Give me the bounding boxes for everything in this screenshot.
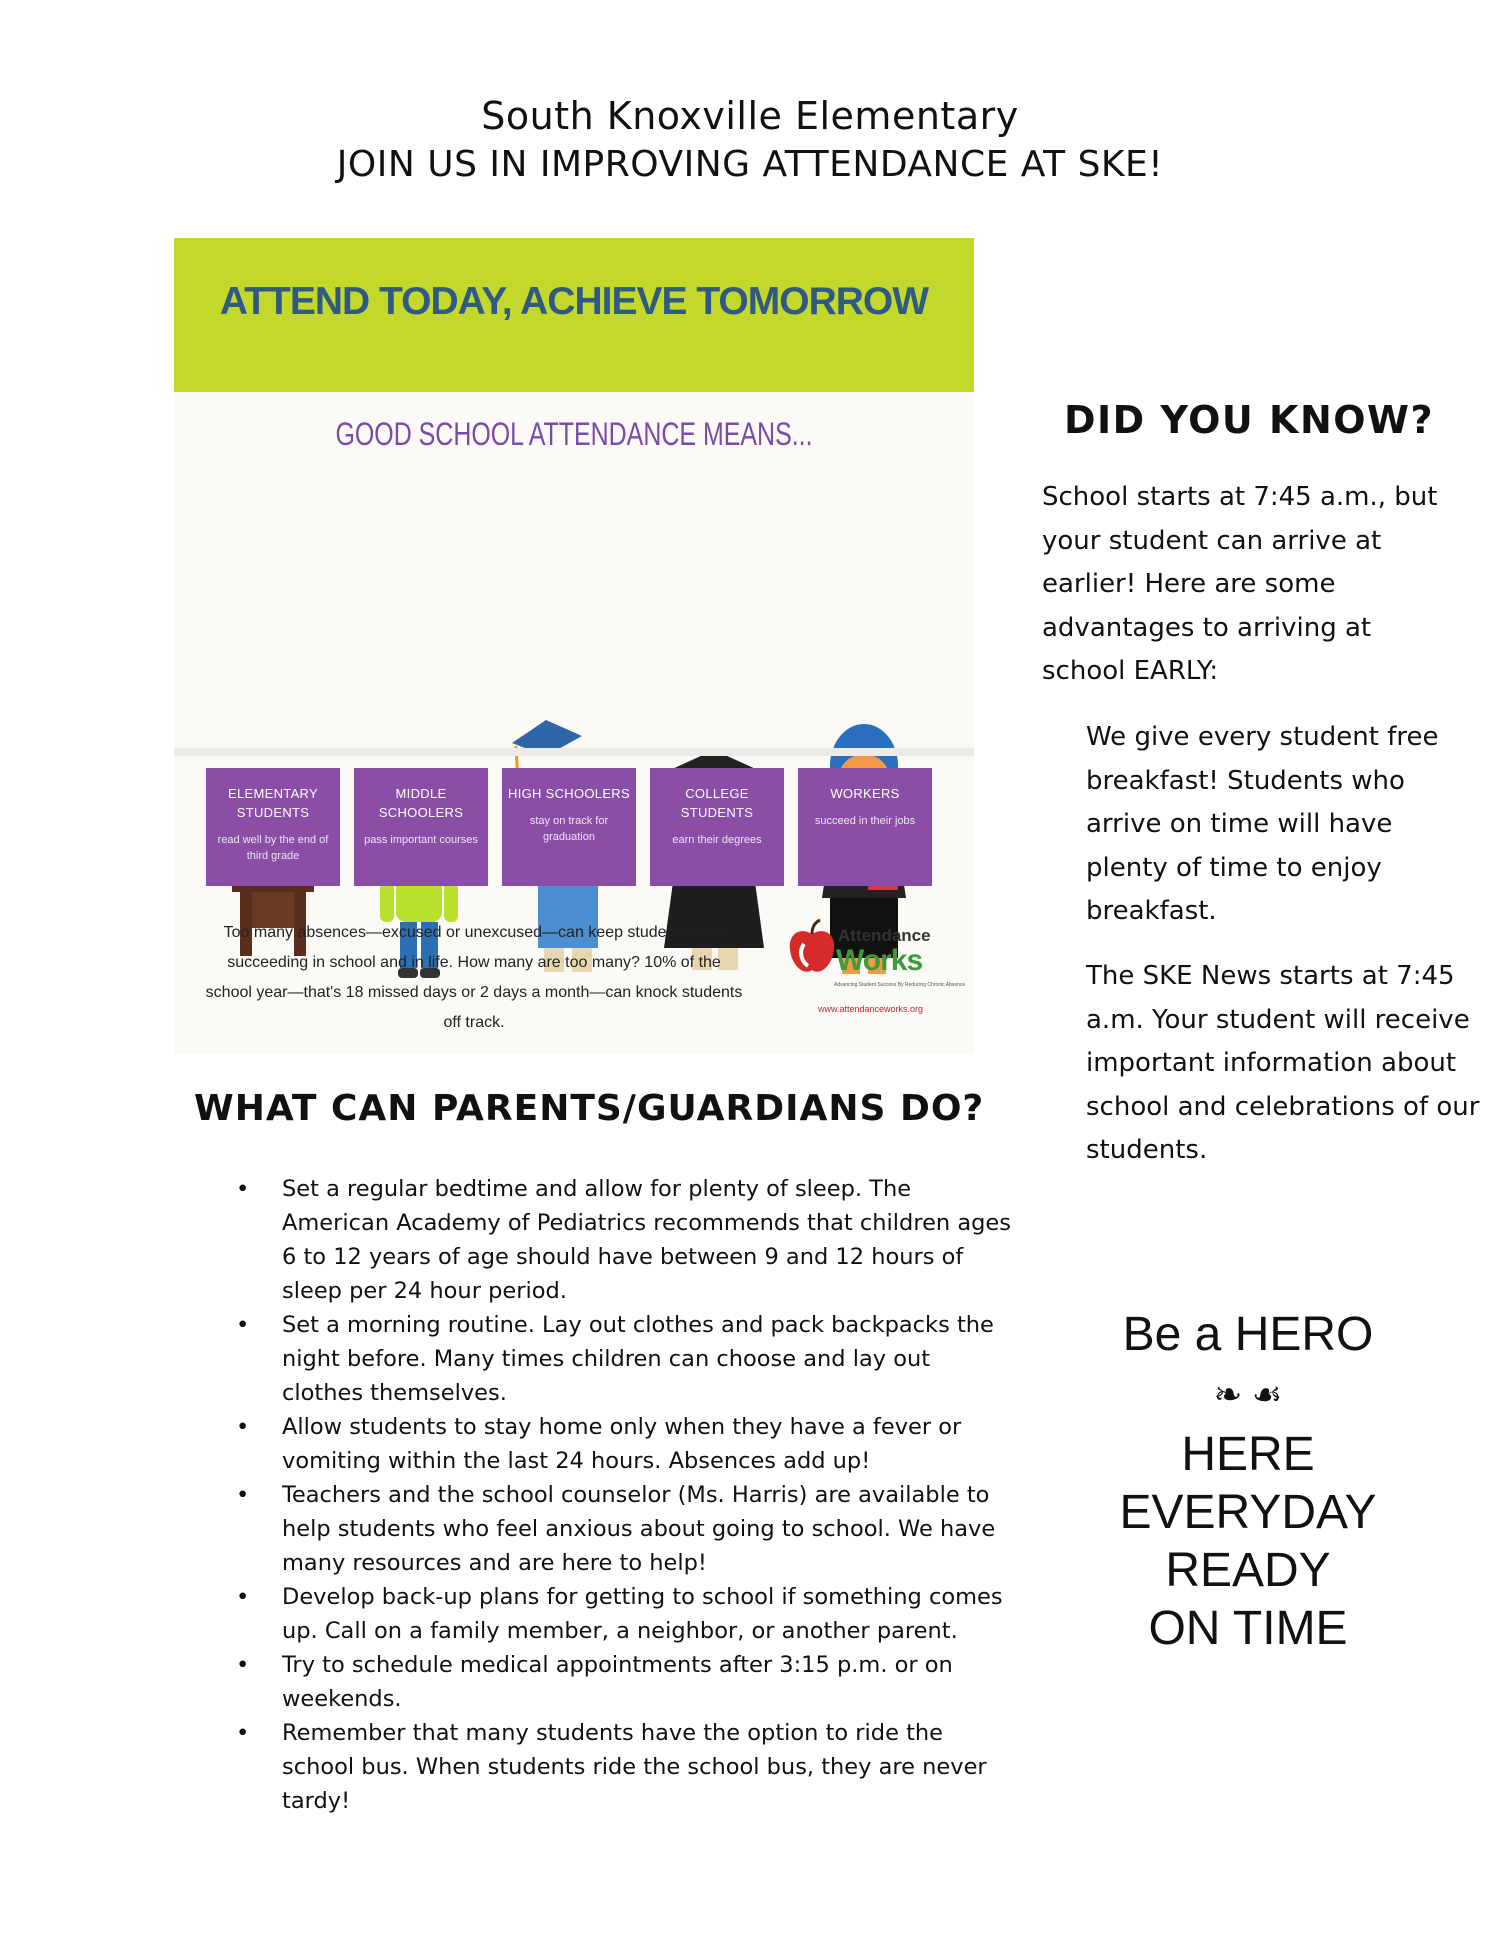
logo-name-line1: Attendance [838,926,931,945]
logo-url: www.attendanceworks.org [818,1004,924,1014]
did-you-know-heading: DID YOU KNOW? [1064,398,1435,442]
ornament-icon: ❧ ☙ [1213,1376,1283,1414]
stage-box-elementary [206,768,340,886]
logo-tagline: Advancing Student Success By Reducing Chronic Absence [834,982,966,988]
tip-text: Develop back-up plans for getting to school if something comes up. Call on a family member, a neighbor, or another parent. [282,1584,1003,1644]
poster-stage [174,748,974,756]
logo-name-line2: Works [836,944,923,977]
did-you-know-intro: School starts at 7:45 a.m., but your student can arrive at earlier! Here are some advantages to arriving at school EARLY: [1042,482,1438,686]
poster-means-heading: GOOD SCHOOL ATTENDANCE MEANS... [335,416,813,452]
bullet-icon: • [236,1414,250,1440]
page-header [0,92,1500,190]
hero-on-time: ON TIME [1148,1602,1348,1655]
hero-ready: READY [1165,1544,1331,1597]
stage-title: MIDDLE SCHOOLERS [378,786,464,820]
did-you-know-news: The SKE News starts at 7:45 a.m. Your student will receive important information about school and celebrations of our students. [1086,961,1480,1165]
absences-text: Too many absences—excused or unexcused—can keep students from succeeding in school and in life. How many are too many? 10% of the school year—that's 18 missed days or 2 days a month—can knock students off track. [205,924,743,1031]
stage-title: HIGH SCHOOLERS [508,786,630,801]
stage-box-college [650,768,784,886]
bullet-icon: • [236,1176,250,1202]
school-name: South Knoxville Elementary [481,94,1019,138]
stage-box-workers [798,768,932,886]
stage-desc: pass important courses [364,834,478,846]
stage-title: WORKERS [830,786,900,801]
stage-box-high [502,768,636,886]
hero-line1: Be a HERO [1122,1308,1374,1361]
hero-callout [1098,1306,1398,1658]
tip-text: Set a regular bedtime and allow for plenty of sleep. The American Academy of Pediatrics recommends that children ages 6 to 12 years of age should have between 9 and 12 hours of sleep per 24 hour period. [282,1176,1011,1304]
list-item [236,1410,1018,1478]
apple-icon [788,918,836,978]
bullet-icon: • [236,1312,250,1338]
list-item [236,1648,1018,1716]
poster-banner [174,238,974,392]
poster-banner-text: ATTEND TODAY, ACHIEVE TOMORROW [219,280,929,323]
tip-text: Set a morning routine. Lay out clothes and pack backpacks the night before. Many times children can choose and lay out clothes themselves. [282,1312,994,1406]
bullet-icon: • [236,1482,250,1508]
bullet-icon: • [236,1720,250,1746]
stage-desc: stay on track for graduation [529,815,609,843]
tip-text: Try to schedule medical appointments after 3:15 p.m. or on weekends. [282,1652,953,1712]
parents-tips-list [236,1172,1018,1818]
tip-text: Remember that many students have the option to ride the school bus. When students ride the school bus, they are never tardy! [282,1720,987,1814]
tip-text: Allow students to stay home only when they have a fever or vomiting within the last 24 hours. Absences add up! [282,1414,962,1474]
tip-text: Teachers and the school counselor (Ms. Harris) are available to help students who feel anxious about going to school. We have many resources and are here to help! [282,1482,996,1576]
list-item [236,1308,1018,1410]
hero-here: HERE [1181,1428,1315,1481]
parents-heading: WHAT CAN PARENTS/GUARDIANS DO? [194,1088,985,1129]
stage-desc: succeed in their jobs [814,815,916,827]
did-you-know-breakfast: We give every student free breakfast! Students who arrive on time will have plenty of time to enjoy breakfast. [1086,722,1439,926]
stage-title: COLLEGE STUDENTS [680,786,754,820]
list-item [236,1716,1018,1818]
attendance-poster [174,238,974,1054]
bullet-icon: • [236,1652,250,1678]
stage-title: ELEMENTARY STUDENTS [228,786,318,820]
stage-desc: read well by the end of third grade [217,834,329,862]
bullet-icon: • [236,1584,250,1610]
list-item [236,1580,1018,1648]
list-item [236,1478,1018,1580]
page-tagline: JOIN US IN IMPROVING ATTENDANCE AT SKE! [336,144,1164,185]
list-item [236,1172,1018,1308]
hero-everyday: EVERYDAY [1119,1486,1377,1539]
attendance-works-logo [788,908,966,1028]
stage-box-middle [354,768,488,886]
stage-desc: earn their degrees [672,834,762,846]
